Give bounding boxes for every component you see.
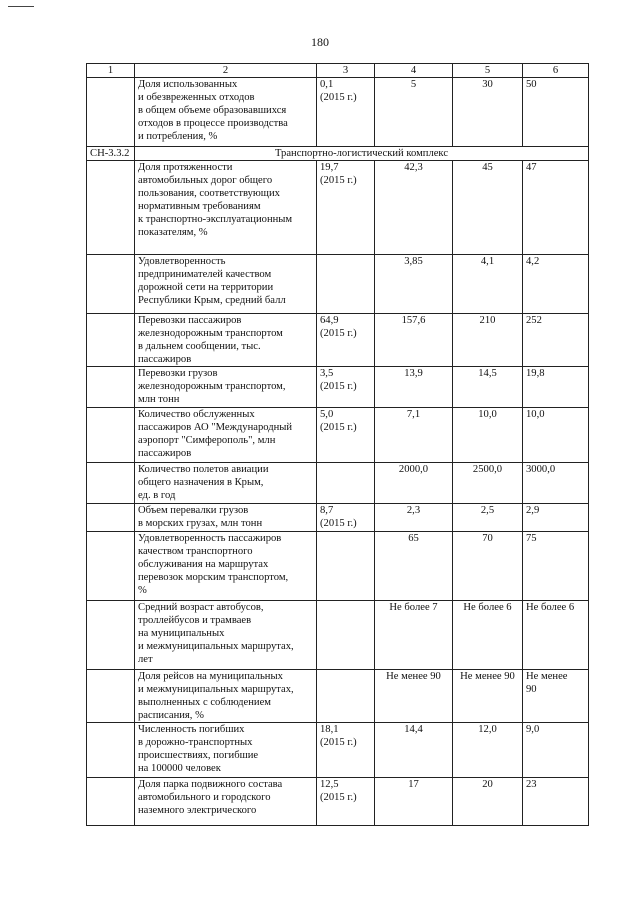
table-row [87, 161, 589, 255]
base-value: 18,1 (2015 г.) [317, 723, 375, 778]
value-col-4: 14,4 [375, 723, 453, 778]
value-col-5: 4,1 [453, 255, 523, 314]
value-col-4: 3,85 [375, 255, 453, 314]
value-col-5: 14,5 [453, 367, 523, 408]
table-row [87, 255, 589, 314]
indicator-label: Доля рейсов на муниципальных и межмуниципальных маршрутах, выполненных с соблюдением расписания, % [135, 670, 317, 723]
value-col-6: Не более 6 [523, 601, 589, 670]
value-col-4: 2,3 [375, 504, 453, 532]
indicators-table [86, 63, 589, 826]
base-value [317, 601, 375, 670]
base-value: 5,0 (2015 г.) [317, 408, 375, 463]
value-col-4: 2000,0 [375, 463, 453, 504]
code-cell [87, 601, 135, 670]
value-col-6: 50 [523, 78, 589, 147]
value-col-4: 65 [375, 532, 453, 601]
base-value: 3,5 (2015 г.) [317, 367, 375, 408]
value-col-4: 157,6 [375, 314, 453, 367]
section-row [87, 147, 589, 161]
value-col-6: 4,2 [523, 255, 589, 314]
table-row [87, 778, 589, 826]
value-col-5: 10,0 [453, 408, 523, 463]
value-col-4: 17 [375, 778, 453, 826]
indicator-label: Объем перевалки грузов в морских грузах, млн тонн [135, 504, 317, 532]
header-cell-1: 1 [87, 64, 135, 78]
value-col-5: Не более 6 [453, 601, 523, 670]
table-row [87, 408, 589, 463]
code-cell [87, 778, 135, 826]
base-value [317, 463, 375, 504]
table-row [87, 78, 589, 147]
indicator-label: Количество полетов авиации общего назначения в Крым, ед. в год [135, 463, 317, 504]
value-col-4: 5 [375, 78, 453, 147]
code-cell [87, 314, 135, 367]
table-row [87, 670, 589, 723]
value-col-4: 7,1 [375, 408, 453, 463]
indicator-label: Удовлетворенность предпринимателей качеством дорожной сети на территории Республики Крым, средний балл [135, 255, 317, 314]
code-cell [87, 78, 135, 147]
base-value: 8,7 (2015 г.) [317, 504, 375, 532]
table-row [87, 532, 589, 601]
indicator-label: Средний возраст автобусов, троллейбусов и трамваев на муниципальных и межмуниципальных маршрутах, лет [135, 601, 317, 670]
value-col-5: 12,0 [453, 723, 523, 778]
header-cell-2: 2 [135, 64, 317, 78]
value-col-6: 19,8 [523, 367, 589, 408]
value-col-5: 70 [453, 532, 523, 601]
indicator-label: Доля использованных и обезвреженных отходов в общем объеме образовавшихся отходов в процессе производства и потребления, % [135, 78, 317, 147]
base-value [317, 255, 375, 314]
indicator-label: Доля парка подвижного состава автомобильного и городского наземного электрического [135, 778, 317, 826]
code-cell [87, 670, 135, 723]
section-title: Транспортно-логистический комплекс [135, 147, 589, 161]
header-row [87, 64, 589, 78]
indicator-label: Перевозки пассажиров железнодорожным транспортом в дальнем сообщении, тыс. пассажиров [135, 314, 317, 367]
value-col-4: 13,9 [375, 367, 453, 408]
value-col-5: 210 [453, 314, 523, 367]
value-col-5: 2,5 [453, 504, 523, 532]
section-code: СН-3.3.2 [87, 147, 135, 161]
code-cell [87, 463, 135, 504]
table-row [87, 504, 589, 532]
header-cell-6: 6 [523, 64, 589, 78]
header-cell-5: 5 [453, 64, 523, 78]
code-cell [87, 161, 135, 255]
table-row [87, 723, 589, 778]
value-col-6: 252 [523, 314, 589, 367]
value-col-6: 23 [523, 778, 589, 826]
base-value: 19,7 (2015 г.) [317, 161, 375, 255]
base-value [317, 532, 375, 601]
value-col-5: 2500,0 [453, 463, 523, 504]
value-col-5: 30 [453, 78, 523, 147]
base-value: 12,5 (2015 г.) [317, 778, 375, 826]
table-row [87, 463, 589, 504]
value-col-4: Не более 7 [375, 601, 453, 670]
value-col-6: 9,0 [523, 723, 589, 778]
table-row [87, 367, 589, 408]
table-row [87, 601, 589, 670]
scan-corner-mark [8, 6, 34, 7]
indicator-label: Доля протяженности автомобильных дорог общего пользования, соответствующих нормативным требованиям к транспортно-эксплуатационным показателям, % [135, 161, 317, 255]
code-cell [87, 408, 135, 463]
value-col-6: Не менее 90 [523, 670, 589, 723]
table-row [87, 314, 589, 367]
code-cell [87, 532, 135, 601]
indicator-label: Количество обслуженных пассажиров АО "Международный аэропорт "Симферополь", млн пассажиров [135, 408, 317, 463]
value-col-6: 2,9 [523, 504, 589, 532]
code-cell [87, 723, 135, 778]
value-col-5: Не менее 90 [453, 670, 523, 723]
header-cell-3: 3 [317, 64, 375, 78]
value-col-6: 47 [523, 161, 589, 255]
indicator-label: Перевозки грузов железнодорожным транспортом, млн тонн [135, 367, 317, 408]
value-col-6: 10,0 [523, 408, 589, 463]
base-value: 0,1 (2015 г.) [317, 78, 375, 147]
base-value: 64,9 (2015 г.) [317, 314, 375, 367]
header-cell-4: 4 [375, 64, 453, 78]
code-cell [87, 504, 135, 532]
code-cell [87, 255, 135, 314]
value-col-6: 3000,0 [523, 463, 589, 504]
value-col-5: 20 [453, 778, 523, 826]
value-col-4: 42,3 [375, 161, 453, 255]
indicator-label: Удовлетворенность пассажиров качеством транспортного обслуживания на маршрутах перевозок морским транспортом, % [135, 532, 317, 601]
value-col-4: Не менее 90 [375, 670, 453, 723]
code-cell [87, 367, 135, 408]
page-number: 180 [311, 35, 329, 49]
value-col-6: 75 [523, 532, 589, 601]
indicator-label: Численность погибших в дорожно-транспортных происшествиях, погибшие на 100000 человек [135, 723, 317, 778]
base-value [317, 670, 375, 723]
value-col-5: 45 [453, 161, 523, 255]
